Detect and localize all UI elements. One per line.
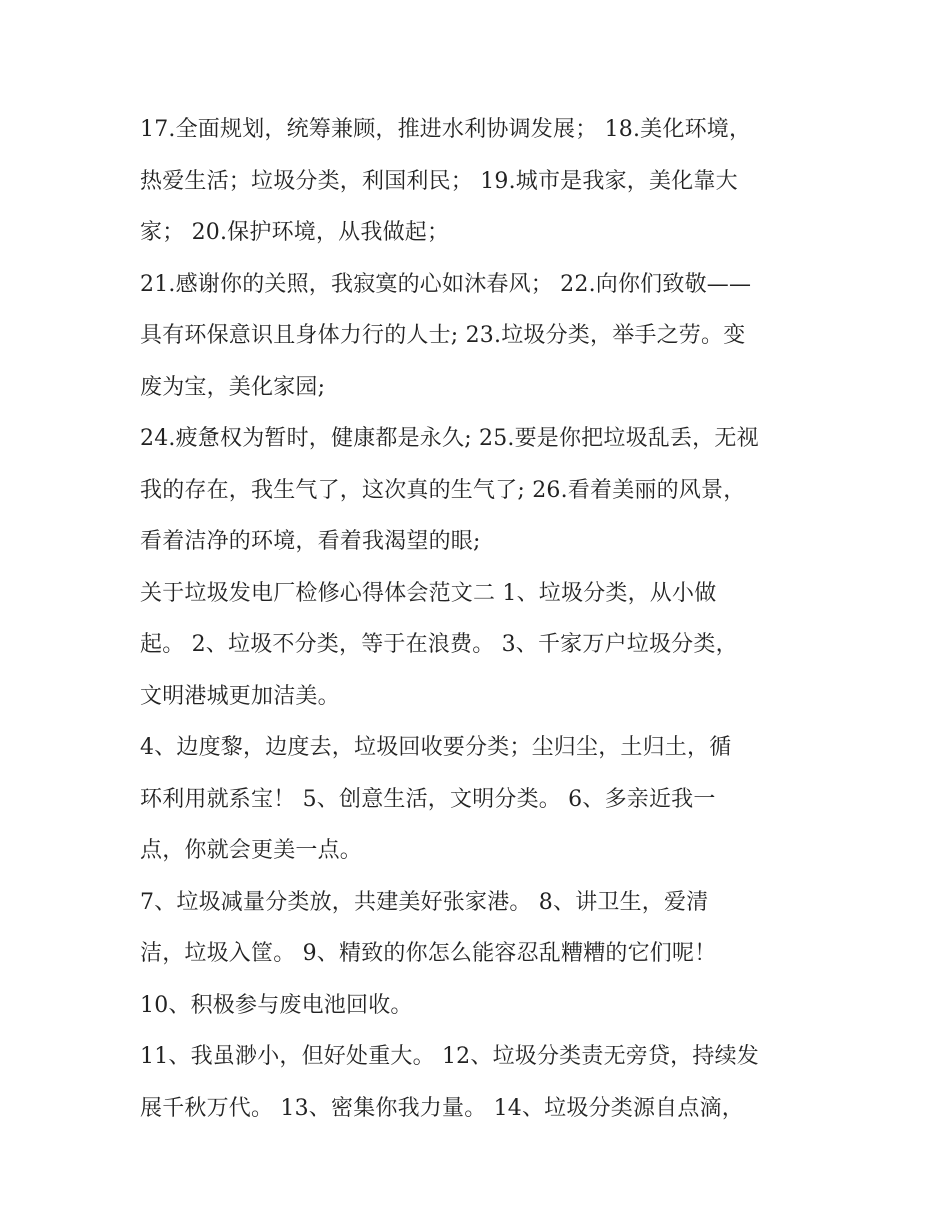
paragraph-slogans-7-10: [140, 877, 812, 1032]
text-line: 17.全面规划，统筹兼顾，推进水利协调发展； 18.美化环境，: [140, 117, 752, 142]
text-line: 10、积极参与废电池回收。: [140, 992, 413, 1018]
text-line: 具有环保意识且身体力行的人士; 23.垃圾分类，举手之劳。变: [140, 323, 746, 348]
text-line: 环利用就系宝！ 5、创意生活，文明分类。 6、多亲近我一: [140, 786, 716, 812]
paragraph-slogans-17-20: [140, 104, 812, 259]
text-line: 文明港城更加洁美。: [140, 683, 340, 709]
text-line: 4、边度黎，边度去，垃圾回收要分类；尘归尘，土归土，循: [140, 735, 732, 760]
text-line: 起。 2、垃圾不分类，等于在浪费。 3、千家万户垃圾分类，: [140, 632, 738, 657]
text-line: 点，你就会更美一点。: [140, 838, 363, 863]
text-line: 11、我虽渺小，但好处重大。 12、垃圾分类责无旁贷，持续发: [140, 1044, 759, 1069]
text-line: 21.感谢你的关照，我寂寞的心如沐春风； 22.向你们致敬——: [140, 271, 752, 297]
paragraph-slogans-11-14: [140, 1031, 812, 1134]
text-line: 家； 20.保护环境，从我做起；: [140, 220, 450, 245]
text-line: 洁，垃圾入筐。 9、精致的你怎么能容忍乱糟糟的它们呢！: [140, 941, 717, 966]
paragraph-slogans-21-23: [140, 259, 812, 414]
text-line: 展千秋万代。 13、密集你我力量。 14、垃圾分类源自点滴，: [140, 1095, 744, 1121]
paragraph-essay-two-1-3: [140, 568, 812, 723]
text-line: 我的存在，我生气了，这次真的生气了; 26.看着美丽的风景，: [140, 477, 746, 503]
text-line: 7、垃圾减量分类放，共建美好张家港。 8、讲卫生，爱清: [140, 889, 709, 915]
text-line: 热爱生活；垃圾分类，利国利民； 19.城市是我家，美化靠大: [140, 168, 738, 194]
paragraph-slogans-4-6: [140, 722, 812, 877]
text-line: 关于垃圾发电厂检修心得体会范文二 1、垃圾分类，从小做: [140, 580, 717, 606]
text-line: 看着洁净的环境，看着我渴望的眼;: [140, 529, 481, 554]
paragraph-slogans-24-26: [140, 413, 812, 568]
text-line: 废为宝，美化家园;: [140, 374, 326, 400]
document-body: [140, 104, 812, 1134]
text-line: 24.疲惫权为暂时，健康都是永久; 25.要是你把垃圾乱丢，无视: [140, 426, 759, 451]
